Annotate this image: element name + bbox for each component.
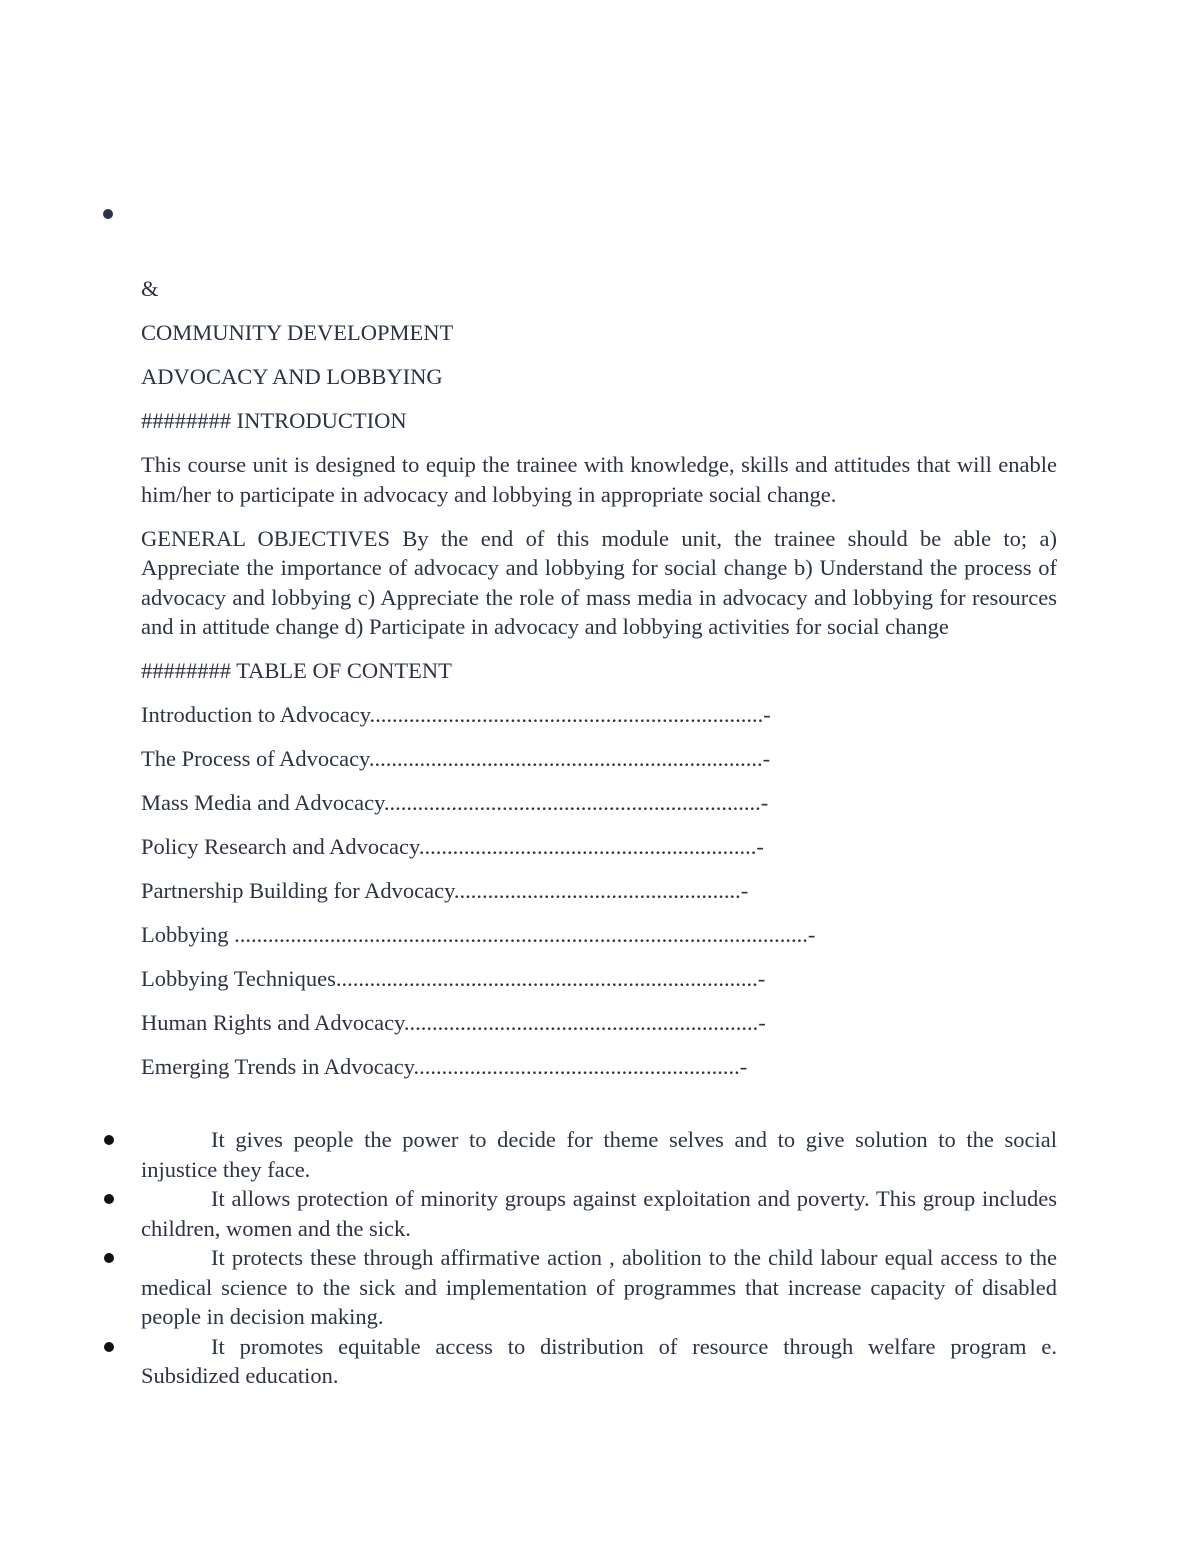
list-item-text: It promotes equitable access to distribution of resource through welfare program e. Subsidized education. xyxy=(141,1333,1057,1388)
introduction-heading: ######## INTRODUCTION xyxy=(141,408,407,433)
list-item xyxy=(141,1243,1057,1332)
bullet-icon xyxy=(104,1135,114,1145)
list-item xyxy=(141,1184,1057,1243)
list-item xyxy=(141,1125,1057,1184)
toc-item: Mass Media and Advocacy...................................................................- xyxy=(141,790,769,815)
introduction-paragraph: This course unit is designed to equip the trainee with knowledge, skills and attitudes that will enable him/her to participate in advocacy and lobbying in appropriate social change. xyxy=(141,452,1057,507)
ampersand-line: & xyxy=(141,276,159,301)
toc-item: Lobbying Techniques...........................................................................- xyxy=(141,966,766,991)
module-title: ADVOCACY AND LOBBYING xyxy=(141,364,443,389)
toc-item: Policy Research and Advocacy............................................................- xyxy=(141,834,764,859)
list-item-text: It gives people the power to decide for theme selves and to give solution to the social injustice they face. xyxy=(141,1127,1057,1182)
advocacy-benefits-list xyxy=(141,1125,1057,1391)
list-item xyxy=(141,1332,1057,1391)
list-item-text: It protects these through affirmative action , abolition to the child labour equal access to the medical science to the sick and implementation of programmes that increase capacity of disabled people in decision making. xyxy=(141,1245,1057,1329)
list-item-text: It allows protection of minority groups against exploitation and poverty. This group includes children, women and the sick. xyxy=(141,1186,1057,1241)
toc-item: Lobbying ......................................................................................................- xyxy=(141,922,816,947)
toc-item: Introduction to Advocacy......................................................................- xyxy=(141,702,771,727)
bullet-icon xyxy=(104,1194,114,1204)
table-of-contents xyxy=(141,700,1057,1082)
toc-heading: ######## TABLE OF CONTENT xyxy=(141,658,452,683)
empty-bullet-icon xyxy=(103,209,113,219)
toc-item: Emerging Trends in Advocacy..........................................................- xyxy=(141,1054,748,1079)
toc-item: Human Rights and Advocacy...............................................................- xyxy=(141,1010,766,1035)
document-body xyxy=(141,274,1057,1096)
bullet-icon xyxy=(104,1253,114,1263)
bullet-icon xyxy=(104,1342,114,1352)
program-title: COMMUNITY DEVELOPMENT xyxy=(141,320,454,345)
toc-item: The Process of Advocacy......................................................................- xyxy=(141,746,771,771)
toc-item: Partnership Building for Advocacy...................................................- xyxy=(141,878,749,903)
objectives-paragraph: GENERAL OBJECTIVES By the end of this module unit, the trainee should be able to; a) Appreciate the importance of advocacy and lobbying for social change b) Understand the process of advocacy and lobbying c) Appreciate the role of mass media in advocacy and lobbying for resources and in attitude change d) Participate in advocacy and lobbying activities for social change xyxy=(141,525,1057,639)
